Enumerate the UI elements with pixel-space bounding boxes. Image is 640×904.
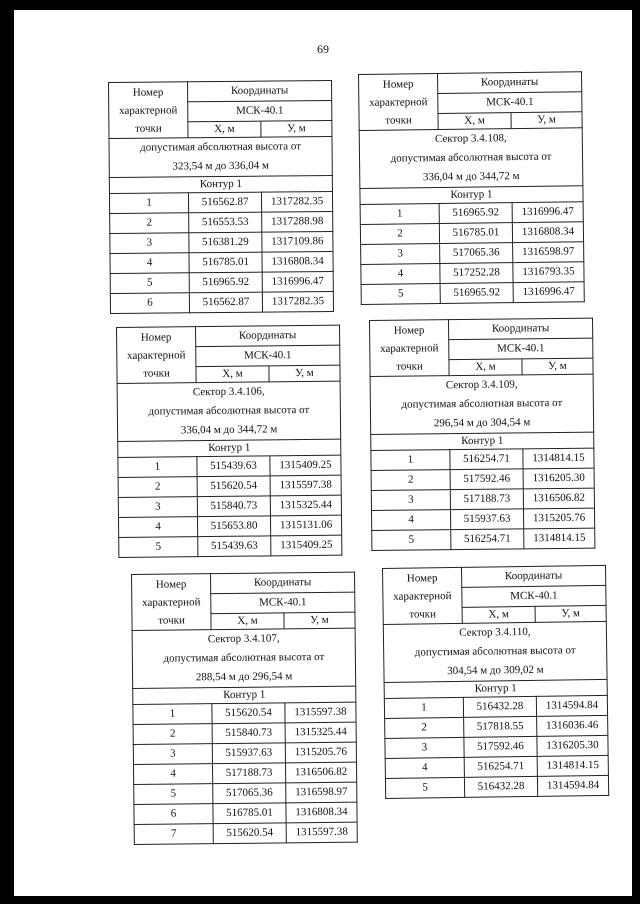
x-coordinate-cell: 516432.28 [464, 776, 537, 797]
table-row [361, 262, 584, 285]
y-coordinate-cell: 1315409.25 [271, 535, 342, 556]
y-coordinate-cell: 1316598.97 [286, 782, 357, 803]
sector-caption-line: Сектор 3.4.108, [434, 132, 507, 146]
page-number: 69 [317, 42, 329, 56]
x-coordinate-cell: 517818.55 [464, 716, 537, 737]
x-coordinate-cell: 515439.63 [198, 536, 271, 557]
y-coordinate-cell: 1314594.84 [536, 695, 607, 716]
y-column-header: У, м [535, 605, 606, 622]
sector-caption-line: 323,54 м до 336,04 м [172, 159, 270, 173]
coordinate-table [108, 80, 334, 314]
table-row [360, 202, 583, 225]
table-header-row [370, 318, 593, 340]
point-number-cell: 3 [110, 233, 189, 254]
x-coordinate-cell: 517065.36 [213, 783, 286, 804]
table-row [371, 448, 594, 470]
x-coordinate-cell: 516562.87 [189, 292, 262, 313]
y-coordinate-cell: 1314594.84 [537, 775, 608, 796]
sector-caption-row [132, 628, 356, 688]
sector-caption [370, 374, 594, 434]
y-coordinate-cell: 1315597.38 [286, 822, 357, 843]
coordinate-system-header: МСК-40.1 [196, 345, 340, 367]
x-column-header: X, м [449, 359, 522, 376]
coordinate-system-header: МСК-40.1 [188, 101, 332, 122]
contour-label: Контур 1 [360, 186, 583, 205]
x-coordinate-cell: 516965.92 [439, 203, 512, 224]
point-number-header-line: Номер [406, 571, 438, 585]
x-column-header: X, м [188, 121, 261, 138]
y-coordinate-cell: 1316506.82 [523, 488, 594, 509]
table-header-row [117, 325, 340, 347]
table-row [133, 702, 356, 724]
contour-label: Контур 1 [118, 439, 341, 457]
coordinates-header: Координаты [438, 72, 582, 94]
sector-caption [109, 137, 332, 178]
sector-caption-line: допустимая абсолютная высота от [390, 150, 552, 165]
table-row [109, 192, 332, 214]
table-row [133, 722, 356, 744]
coordinate-table [382, 565, 609, 799]
x-coordinate-cell: 515653.80 [197, 516, 270, 537]
sector-caption-line: 336,04 м до 344,72 м [180, 423, 278, 437]
sector-caption-line: допустимая абсолютная высота от [140, 140, 302, 154]
point-number-cell: 5 [134, 784, 213, 805]
y-coordinate-cell: 1316996.47 [513, 282, 584, 303]
point-number-header-line: Номер [132, 86, 164, 99]
point-number-header-line: точки [135, 122, 162, 135]
point-number-cell: 4 [385, 757, 464, 778]
sector-caption-line: 296,54 м до 304,54 м [433, 416, 531, 430]
table-row [110, 232, 333, 254]
y-coordinate-cell: 1317282.35 [261, 192, 332, 213]
x-coordinate-cell: 515840.73 [197, 496, 270, 517]
point-number-cell: 6 [134, 804, 213, 825]
table-row [134, 822, 357, 844]
y-column-header: У, м [511, 112, 582, 129]
y-coordinate-cell: 1316205.30 [537, 735, 608, 756]
point-number-cell: 7 [134, 824, 213, 845]
point-number-header-line: Номер [140, 330, 172, 344]
point-number-cell: 1 [371, 450, 450, 471]
table-row [361, 242, 584, 265]
document-page [14, 10, 632, 896]
y-coordinate-cell: 1315205.76 [523, 508, 594, 529]
coordinates-header: Координаты [196, 325, 340, 347]
table-row [134, 782, 357, 804]
point-number-cell: 3 [385, 737, 464, 758]
point-number-cell: 3 [133, 744, 212, 765]
sector-caption-line: допустимая абсолютная высота от [401, 396, 563, 411]
sector-caption-line: Сектор 3.4.110, [459, 625, 531, 639]
x-coordinate-cell: 516254.71 [451, 529, 524, 550]
y-coordinate-cell: 1314814.15 [537, 755, 608, 776]
point-number-header-line: Номер [382, 77, 414, 91]
point-number-header-line: характерной [127, 348, 186, 362]
x-coordinate-cell: 516254.71 [464, 756, 537, 777]
point-number-header-line: характерной [119, 103, 178, 117]
y-coordinate-cell: 1316996.47 [262, 272, 333, 293]
coordinate-system-header: МСК-40.1 [449, 338, 593, 360]
y-coordinate-cell: 1316598.97 [513, 242, 584, 263]
coordinates-header: Координаты [211, 572, 355, 594]
sector-caption [117, 381, 341, 441]
contour-label: Контур 1 [384, 679, 607, 698]
point-number-cell: 1 [384, 697, 463, 718]
point-number-header [359, 74, 439, 131]
sector-caption-line: Сектор 3.4.107, [207, 632, 280, 646]
y-coordinate-cell: 1315409.25 [270, 455, 341, 476]
x-coordinate-cell: 515620.54 [197, 476, 270, 497]
point-number-header [117, 327, 197, 384]
contour-label: Контур 1 [109, 176, 332, 194]
coordinate-table [369, 318, 595, 551]
point-number-cell: 2 [385, 717, 464, 738]
point-number-header-line: характерной [142, 595, 201, 609]
point-number-header [383, 567, 463, 624]
table-row [110, 212, 333, 234]
sector-caption-line: допустимая абсолютная высота от [163, 650, 325, 665]
y-coordinate-cell: 1315597.38 [285, 702, 356, 723]
x-coordinate-cell: 515937.63 [212, 743, 285, 764]
sector-caption-row [383, 621, 607, 682]
point-number-cell: 3 [371, 490, 450, 511]
y-coordinate-cell: 1316808.34 [286, 802, 357, 823]
sector-caption-line: допустимая абсолютная высота от [148, 403, 310, 418]
table-row [371, 468, 594, 490]
point-number-cell: 1 [109, 193, 188, 214]
point-number-cell: 4 [118, 517, 197, 538]
point-number-cell: 2 [110, 213, 189, 234]
coordinates-header: Координаты [449, 318, 593, 340]
point-number-header-line: точки [158, 613, 185, 627]
sector-caption-row [370, 374, 594, 434]
point-number-header-line: Номер [393, 323, 425, 337]
point-number-cell: 4 [371, 510, 450, 531]
sector-caption-line: допустимая абсолютная высота от [414, 644, 576, 659]
point-number-cell: 5 [385, 777, 464, 798]
table-row [133, 742, 356, 764]
table-row [118, 475, 341, 497]
y-coordinate-cell: 1316506.82 [285, 762, 356, 783]
y-column-header: У, м [269, 365, 340, 382]
point-number-header-line: точки [409, 607, 437, 621]
point-number-header-line: характерной [380, 341, 439, 355]
point-number-cell: 5 [372, 530, 451, 551]
x-coordinate-cell: 516381.29 [189, 232, 262, 253]
table-row [118, 455, 341, 477]
coordinate-system-header: МСК-40.1 [462, 585, 606, 607]
x-coordinate-cell: 517188.73 [212, 763, 285, 784]
x-column-header: X, м [211, 613, 284, 630]
point-number-cell: 5 [119, 537, 198, 558]
x-coordinate-cell: 515620.54 [212, 703, 285, 724]
table-row [110, 252, 333, 274]
x-coordinate-cell: 517252.28 [440, 263, 513, 284]
point-number-header-line: точки [385, 113, 412, 127]
x-column-header: X, м [196, 366, 269, 383]
point-number-cell: 2 [118, 477, 197, 498]
y-coordinate-cell: 1316793.35 [513, 262, 584, 283]
sector-caption [359, 128, 583, 189]
x-coordinate-cell: 516785.01 [189, 252, 262, 273]
table-row [118, 495, 341, 517]
point-number-cell: 4 [361, 264, 440, 285]
point-number-header [370, 320, 450, 377]
point-number-cell: 4 [133, 764, 212, 785]
table-header-row [132, 572, 355, 594]
sector-caption-line: 336,04 м до 344,72 м [422, 170, 520, 184]
point-number-cell: 6 [110, 293, 189, 314]
point-number-header-line: точки [143, 366, 170, 380]
table-row [361, 282, 584, 305]
table-row [371, 508, 594, 530]
y-coordinate-cell: 1316205.30 [523, 468, 594, 489]
x-coordinate-cell: 517592.46 [464, 736, 537, 757]
table-header-row [359, 72, 582, 95]
table-row [119, 535, 342, 557]
point-number-cell: 5 [361, 284, 440, 305]
y-coordinate-cell: 1314814.15 [523, 448, 594, 469]
y-coordinate-cell: 1314814.15 [524, 528, 595, 549]
y-coordinate-cell: 1315597.38 [270, 475, 341, 496]
table-row [372, 528, 595, 550]
point-number-header-line: Номер [155, 577, 187, 591]
y-coordinate-cell: 1316996.47 [512, 202, 583, 223]
x-coordinate-cell: 515439.63 [197, 456, 270, 477]
y-coordinate-cell: 1315325.44 [285, 722, 356, 743]
point-number-cell: 1 [133, 704, 212, 725]
point-number-header-line: точки [396, 359, 423, 373]
x-coordinate-cell: 517592.46 [450, 469, 523, 490]
point-number-header [109, 82, 188, 139]
table-row [133, 762, 356, 784]
point-number-cell: 3 [361, 244, 440, 265]
y-column-header: У, м [261, 121, 332, 138]
table-row [360, 222, 583, 245]
point-number-cell: 4 [110, 253, 189, 274]
table-row [385, 775, 608, 798]
point-number-cell: 2 [360, 224, 439, 245]
table-row [371, 488, 594, 510]
x-coordinate-cell: 515937.63 [450, 509, 523, 530]
y-coordinate-cell: 1317288.98 [262, 212, 333, 233]
coordinate-table [131, 572, 358, 845]
point-number-cell: 2 [133, 724, 212, 745]
coordinates-header: Координаты [461, 565, 605, 587]
sector-caption-row [359, 128, 583, 189]
x-coordinate-cell: 516553.53 [189, 212, 262, 233]
point-number-cell: 2 [371, 470, 450, 491]
sector-caption-row [117, 381, 341, 441]
y-column-header: У, м [522, 358, 593, 375]
table-row [118, 515, 341, 537]
y-coordinate-cell: 1317282.35 [262, 292, 333, 313]
sector-caption [132, 628, 356, 688]
contour-label: Контур 1 [371, 432, 594, 450]
sector-caption [383, 621, 607, 682]
y-coordinate-cell: 1315205.76 [285, 742, 356, 763]
coordinates-header: Координаты [188, 81, 332, 102]
contour-label: Контур 1 [133, 686, 356, 704]
x-coordinate-cell: 517065.36 [440, 243, 513, 264]
point-number-cell: 5 [110, 273, 189, 294]
y-coordinate-cell: 1316808.34 [512, 222, 583, 243]
contour-row [109, 176, 332, 194]
x-coordinate-cell: 516785.01 [213, 803, 286, 824]
x-coordinate-cell: 516965.92 [189, 272, 262, 293]
sector-caption-row [109, 137, 332, 178]
coordinate-system-header: МСК-40.1 [211, 592, 355, 614]
table-row [110, 272, 333, 294]
x-coordinate-cell: 516785.01 [439, 223, 512, 244]
x-coordinate-cell: 515840.73 [212, 723, 285, 744]
table-header-row [109, 81, 332, 103]
y-coordinate-cell: 1316808.34 [262, 252, 333, 273]
x-coordinate-cell: 516254.71 [450, 449, 523, 470]
x-coordinate-cell: 516432.28 [463, 696, 536, 717]
point-number-header-line: характерной [393, 589, 452, 603]
y-coordinate-cell: 1317109.86 [262, 232, 333, 253]
x-coordinate-cell: 515620.54 [213, 823, 286, 844]
point-number-cell: 3 [118, 497, 197, 518]
coordinate-table [116, 325, 342, 558]
table-row [134, 802, 357, 824]
sector-caption-line: Сектор 3.4.106, [192, 385, 265, 399]
x-coordinate-cell: 516562.87 [188, 192, 261, 213]
x-column-header: X, м [462, 606, 535, 623]
sector-caption-line: 288,54 м до 296,54 м [195, 670, 293, 684]
x-coordinate-cell: 516965.92 [440, 283, 513, 304]
y-coordinate-cell: 1315325.44 [270, 495, 341, 516]
y-coordinate-cell: 1316036.46 [537, 715, 608, 736]
sector-caption-line: 304,54 м до 309,02 м [447, 663, 544, 678]
y-column-header: У, м [284, 612, 355, 629]
coordinate-system-header: МСК-40.1 [438, 92, 582, 114]
point-number-header-line: характерной [369, 95, 428, 109]
point-number-cell: 1 [360, 204, 439, 225]
point-number-cell: 1 [118, 457, 197, 478]
sector-caption-line: Сектор 3.4.109, [445, 378, 518, 392]
y-coordinate-cell: 1315131.06 [270, 515, 341, 536]
point-number-header [132, 574, 212, 631]
table-row [110, 292, 333, 314]
x-column-header: X, м [438, 113, 511, 130]
coordinate-table [358, 71, 585, 305]
x-coordinate-cell: 517188.73 [450, 489, 523, 510]
